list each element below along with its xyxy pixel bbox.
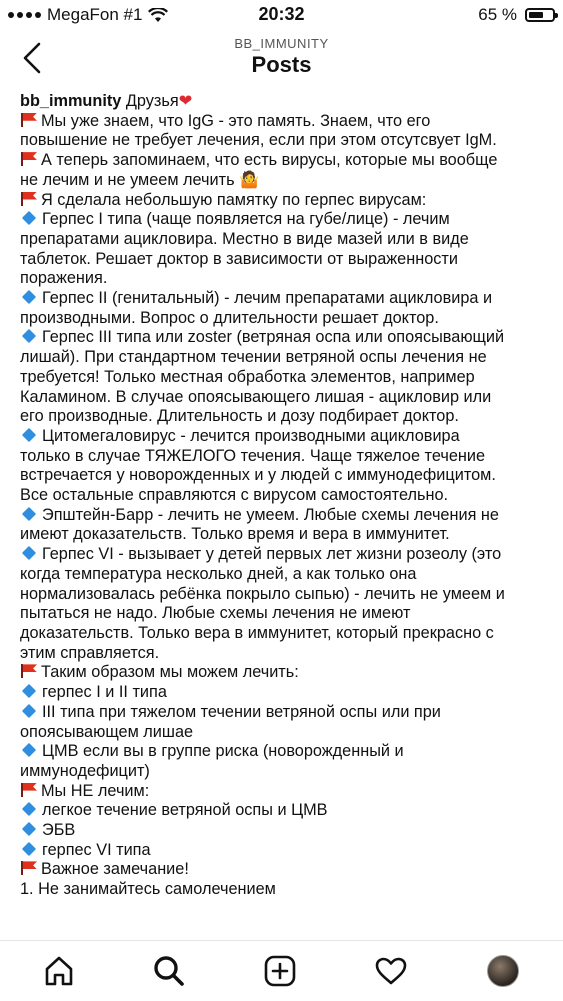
caption-text: только в случае ТЯЖЕЛОГО течения. Чаще тяжелое течение [20, 446, 486, 465]
caption-text: встречается у новорожденных и у людей с иммунодефицитом. [20, 466, 496, 485]
caption-line [20, 644, 550, 664]
blue-diamond-icon [22, 822, 36, 836]
caption-text: Мы НЕ лечим: [41, 781, 150, 800]
caption-line [20, 723, 550, 743]
caption-text: препаратами ацикловира. Местно в виде мазей или в виде [20, 229, 469, 248]
blue-diamond-icon [22, 329, 36, 343]
caption-text: ЭБВ [42, 821, 76, 840]
caption-line [20, 289, 550, 309]
battery-fill [529, 12, 543, 18]
caption-text: 1. Не занимайтесь самолечением [20, 880, 276, 899]
status-time: 20:32 [258, 4, 305, 24]
caption-text: поражения. [20, 269, 108, 288]
caption-line [20, 269, 550, 289]
caption-text: опоясывающем лишае [20, 722, 194, 741]
blue-diamond-icon [22, 546, 36, 560]
carrier-name: MegaFon #1 [47, 5, 143, 24]
caption-text: герпес I и II типа [42, 683, 167, 702]
caption-text: ЦМВ если вы в группе риска (новорожденный и [42, 742, 404, 761]
caption-line [20, 604, 550, 624]
red-heart-icon: ❤ [178, 92, 193, 110]
tab-activity[interactable] [371, 951, 411, 991]
caption-line [20, 624, 550, 644]
caption-line [20, 801, 550, 821]
red-flag-icon [20, 113, 37, 127]
red-flag-icon [20, 861, 37, 875]
blue-diamond-icon [22, 290, 36, 304]
status-bar [0, 0, 563, 30]
blue-diamond-icon [22, 507, 36, 521]
caption-text: повышение не требует лечения, если при этом отсутсвует IgM. [20, 131, 497, 150]
header-username: BB_IMMUNITY [234, 36, 329, 51]
caption-line [20, 821, 550, 841]
caption-text: Мы уже знаем, что IgG - это память. Знаем, что его [41, 111, 431, 130]
tab-home[interactable] [39, 951, 79, 991]
caption-line [20, 191, 550, 211]
red-flag-icon [20, 192, 37, 206]
caption-line [20, 368, 550, 388]
red-flag-icon [20, 783, 37, 797]
heart-icon [374, 954, 408, 988]
blue-diamond-icon [22, 802, 36, 816]
red-flag-icon [20, 664, 37, 678]
caption-line [20, 525, 550, 545]
caption-text: пытаться не надо. Любые схемы лечения не имеют [20, 604, 411, 623]
caption-line [20, 131, 550, 151]
caption-text: Герпес II (генитальный) - лечим препаратами ацикловира и [42, 289, 493, 308]
caption-text: когда температура несколько дней, а как только она [20, 564, 417, 583]
caption-text: Важное замечание! [41, 860, 189, 879]
caption-text: Друзья [121, 92, 179, 110]
caption-line [20, 585, 550, 605]
caption-text: Эпштейн-Барр - лечить не умеем. Любые схемы лечения не [42, 505, 499, 524]
caption-line [20, 250, 550, 270]
caption-text: этим справляется. [20, 643, 160, 662]
tab-profile[interactable] [483, 951, 523, 991]
caption-text: доказательств. Только вера в иммунитет, который прекрасно с [20, 623, 494, 642]
new-post-icon [263, 954, 297, 988]
red-flag-icon [20, 152, 37, 166]
caption-line [20, 762, 550, 782]
caption-text: герпес VI типа [42, 840, 151, 859]
caption-line [20, 230, 550, 250]
tab-new-post[interactable] [260, 951, 300, 991]
blue-diamond-icon [22, 428, 36, 442]
caption-line [20, 309, 550, 329]
post-username[interactable]: bb_immunity [20, 92, 122, 110]
caption-line [20, 565, 550, 585]
caption-line [20, 466, 550, 486]
battery-icon [525, 8, 555, 22]
caption-line [20, 663, 550, 683]
page-title: Posts [251, 52, 312, 77]
caption-line [20, 545, 550, 565]
caption-text: Герпес III типа или zoster (ветряная оспа или опоясывающий [42, 328, 505, 347]
caption-text: лишай). При стандартном течении ветряной оспы лечения не [20, 348, 487, 367]
tab-bar [0, 940, 563, 1001]
blue-diamond-icon [22, 684, 36, 698]
blue-diamond-icon [22, 211, 36, 225]
caption-line [20, 171, 550, 191]
caption-line [20, 841, 550, 861]
caption-line [20, 683, 550, 703]
caption-text: Герпес I типа (чаще появляется на губе/лице) - лечим [42, 210, 450, 229]
blue-diamond-icon [22, 743, 36, 757]
caption-text: III типа при тяжелом течении ветряной оспы или при [42, 702, 441, 721]
caption-line [20, 407, 550, 427]
profile-avatar [487, 955, 519, 987]
caption-text: Каламином. В случае опоясывающего лишая - ацикловир или [20, 387, 492, 406]
caption-text: его производные. Длительность и дозу подбирает доктор. [20, 407, 459, 426]
caption-line [20, 782, 550, 802]
caption-text: таблеток. Решает доктор в зависимости от выраженности [20, 249, 458, 268]
caption-line [20, 210, 550, 230]
caption-text: иммунодефицит) [20, 761, 150, 780]
caption-line [20, 388, 550, 408]
blue-diamond-icon [22, 842, 36, 856]
search-icon [152, 954, 186, 988]
caption-line [20, 151, 550, 171]
caption-text: нормализовалась ребёнка покрыло сыпью) - лечить не умеем и [20, 584, 505, 603]
caption-line [20, 348, 550, 368]
caption-line [20, 447, 550, 467]
blue-diamond-icon [22, 704, 36, 718]
caption-line [20, 506, 550, 526]
home-icon [42, 954, 76, 988]
caption-line [20, 486, 550, 506]
caption-text: имеют доказательств. Только время и вера в иммунитет. [20, 525, 450, 544]
caption-line [20, 860, 550, 880]
caption-line [20, 742, 550, 762]
caption-text: Таким образом мы можем лечить: [41, 663, 299, 682]
post-caption [20, 92, 550, 940]
caption-text: производными. Вопрос о длительности решает доктор. [20, 308, 439, 327]
tab-search[interactable] [149, 951, 189, 991]
caption-line [20, 112, 550, 132]
caption-text: требуется! Только местная обработка элементов, например [20, 367, 475, 386]
caption-text: Цитомегаловирус - лечится производными ацикловира [42, 426, 460, 445]
caption-line [20, 92, 550, 112]
nav-header [0, 30, 563, 90]
caption-text: легкое течение ветряной оспы и ЦМВ [42, 801, 328, 820]
caption-text: Я сделала небольшую памятку по герпес вирусам: [41, 190, 427, 209]
caption-text: А теперь запоминаем, что есть вирусы, которые мы вообще [41, 151, 498, 170]
caption-text: Все остальные справляются с вирусом самостоятельно. [20, 486, 449, 505]
battery-percent: 65 % [478, 5, 517, 24]
caption-line [20, 427, 550, 447]
status-right [478, 5, 555, 25]
caption-text: не лечим и не умеем лечить 🤷 [20, 170, 260, 189]
caption-text: Герпес VI - вызывает у детей первых лет жизни розеолу (это [42, 545, 502, 564]
caption-line [20, 328, 550, 348]
caption-line [20, 703, 550, 723]
caption-line [20, 880, 550, 900]
